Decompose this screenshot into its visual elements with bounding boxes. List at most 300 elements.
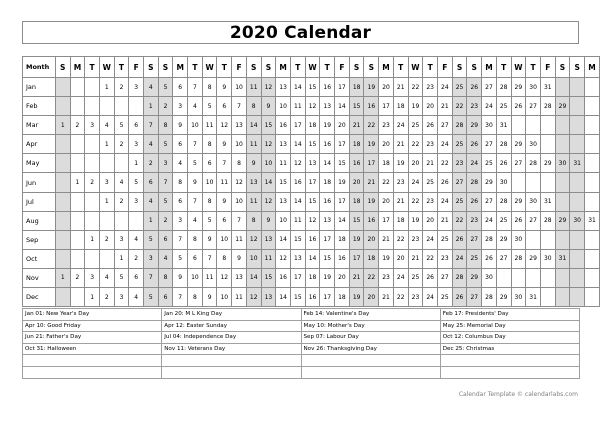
day-cell: 18 bbox=[349, 78, 364, 97]
day-cell: 12 bbox=[246, 288, 261, 307]
day-cell: 5 bbox=[202, 211, 217, 230]
day-cell: 19 bbox=[335, 173, 350, 192]
day-cell: 24 bbox=[482, 211, 497, 230]
day-cell: 28 bbox=[511, 249, 526, 268]
day-cell: 28 bbox=[540, 97, 555, 116]
day-cell: 20 bbox=[349, 173, 364, 192]
day-cell: 4 bbox=[99, 268, 114, 287]
day-cell: 25 bbox=[423, 173, 438, 192]
day-cell: 2 bbox=[114, 135, 129, 154]
day-cell: 23 bbox=[423, 78, 438, 97]
day-cell: 23 bbox=[452, 154, 467, 173]
day-cell: 25 bbox=[452, 78, 467, 97]
empty-day-cell bbox=[55, 288, 70, 307]
day-cell: 27 bbox=[496, 249, 511, 268]
weekday-header: T bbox=[217, 57, 232, 78]
day-cell: 2 bbox=[144, 154, 159, 173]
day-cell: 6 bbox=[217, 211, 232, 230]
empty-day-cell bbox=[526, 268, 541, 287]
day-cell: 17 bbox=[335, 135, 350, 154]
day-cell: 2 bbox=[158, 97, 173, 116]
day-cell: 14 bbox=[276, 288, 291, 307]
empty-day-cell bbox=[585, 192, 600, 211]
day-cell: 11 bbox=[290, 97, 305, 116]
day-cell: 8 bbox=[217, 249, 232, 268]
day-cell: 23 bbox=[438, 249, 453, 268]
day-cell: 31 bbox=[526, 288, 541, 307]
day-cell: 19 bbox=[349, 230, 364, 249]
empty-day-cell bbox=[55, 154, 70, 173]
empty-day-cell bbox=[85, 78, 100, 97]
day-cell: 18 bbox=[320, 173, 335, 192]
day-cell: 15 bbox=[261, 116, 276, 135]
weekday-header: F bbox=[129, 57, 144, 78]
weekday-header: S bbox=[144, 57, 159, 78]
month-row bbox=[23, 78, 600, 97]
day-cell: 4 bbox=[144, 135, 159, 154]
day-cell: 6 bbox=[202, 154, 217, 173]
day-cell: 7 bbox=[188, 78, 203, 97]
day-cell: 3 bbox=[85, 268, 100, 287]
day-cell: 29 bbox=[511, 135, 526, 154]
day-cell: 22 bbox=[408, 135, 423, 154]
month-label: Jul bbox=[23, 192, 56, 211]
day-cell: 27 bbox=[526, 211, 541, 230]
empty-day-cell bbox=[570, 78, 585, 97]
empty-day-cell bbox=[129, 97, 144, 116]
day-cell: 16 bbox=[305, 288, 320, 307]
day-cell: 19 bbox=[349, 288, 364, 307]
day-cell: 30 bbox=[496, 173, 511, 192]
day-cell: 18 bbox=[335, 230, 350, 249]
day-cell: 11 bbox=[202, 268, 217, 287]
empty-day-cell bbox=[99, 211, 114, 230]
weekday-header: S bbox=[555, 57, 570, 78]
day-cell: 24 bbox=[423, 230, 438, 249]
day-cell: 12 bbox=[261, 78, 276, 97]
page-title: 2020 Calendar bbox=[229, 22, 372, 43]
day-cell: 4 bbox=[114, 173, 129, 192]
day-cell: 25 bbox=[408, 116, 423, 135]
day-cell: 25 bbox=[482, 154, 497, 173]
month-label: Nov bbox=[23, 268, 56, 287]
day-cell: 2 bbox=[158, 211, 173, 230]
weekday-header: T bbox=[393, 57, 408, 78]
footer-credit: Calendar Template © calendarlabs.com bbox=[458, 391, 578, 398]
day-cell: 3 bbox=[85, 116, 100, 135]
weekday-header: S bbox=[364, 57, 379, 78]
day-cell: 9 bbox=[173, 268, 188, 287]
empty-day-cell bbox=[99, 97, 114, 116]
day-cell: 11 bbox=[217, 173, 232, 192]
month-row bbox=[23, 173, 600, 192]
day-cell: 10 bbox=[202, 173, 217, 192]
weekday-header: T bbox=[320, 57, 335, 78]
day-cell: 26 bbox=[423, 268, 438, 287]
day-cell: 11 bbox=[261, 249, 276, 268]
empty-day-cell bbox=[70, 78, 85, 97]
day-cell: 26 bbox=[467, 192, 482, 211]
day-cell: 9 bbox=[246, 154, 261, 173]
empty-day-cell bbox=[99, 249, 114, 268]
weekday-header: W bbox=[511, 57, 526, 78]
empty-day-cell bbox=[555, 173, 570, 192]
month-label: Dec bbox=[23, 288, 56, 307]
day-cell: 18 bbox=[305, 268, 320, 287]
month-row bbox=[23, 211, 600, 230]
empty-day-cell bbox=[540, 173, 555, 192]
day-cell: 4 bbox=[144, 78, 159, 97]
day-cell: 30 bbox=[526, 192, 541, 211]
day-cell: 3 bbox=[173, 97, 188, 116]
day-cell: 17 bbox=[379, 97, 394, 116]
holiday-entry: Nov 11: Veterans Day bbox=[162, 343, 301, 355]
day-cell: 11 bbox=[246, 135, 261, 154]
day-cell: 1 bbox=[99, 78, 114, 97]
day-cell: 21 bbox=[393, 135, 408, 154]
month-label: Apr bbox=[23, 135, 56, 154]
day-cell: 17 bbox=[305, 173, 320, 192]
day-cell: 19 bbox=[393, 154, 408, 173]
empty-day-cell bbox=[114, 154, 129, 173]
day-cell: 22 bbox=[452, 97, 467, 116]
weekday-header: S bbox=[261, 57, 276, 78]
day-cell: 15 bbox=[305, 192, 320, 211]
day-cell: 3 bbox=[129, 192, 144, 211]
day-cell: 17 bbox=[379, 211, 394, 230]
day-cell: 14 bbox=[246, 268, 261, 287]
day-cell: 26 bbox=[467, 78, 482, 97]
day-cell: 9 bbox=[261, 97, 276, 116]
day-cell: 21 bbox=[349, 116, 364, 135]
empty-day-cell bbox=[526, 116, 541, 135]
empty-day-cell bbox=[555, 288, 570, 307]
weekday-header: S bbox=[158, 57, 173, 78]
day-cell: 29 bbox=[540, 154, 555, 173]
holiday-row bbox=[23, 343, 580, 355]
holiday-entry bbox=[440, 355, 579, 367]
day-cell: 15 bbox=[305, 78, 320, 97]
day-cell: 12 bbox=[305, 211, 320, 230]
month-label: Feb bbox=[23, 97, 56, 116]
day-cell: 24 bbox=[438, 78, 453, 97]
day-cell: 23 bbox=[379, 268, 394, 287]
weekday-header: S bbox=[570, 57, 585, 78]
day-cell: 8 bbox=[246, 97, 261, 116]
empty-day-cell bbox=[55, 249, 70, 268]
empty-day-cell bbox=[585, 135, 600, 154]
month-row bbox=[23, 249, 600, 268]
day-cell: 29 bbox=[511, 78, 526, 97]
day-cell: 20 bbox=[393, 249, 408, 268]
day-cell: 2 bbox=[99, 230, 114, 249]
day-cell: 10 bbox=[276, 211, 291, 230]
day-cell: 19 bbox=[364, 192, 379, 211]
month-label: Oct bbox=[23, 249, 56, 268]
empty-day-cell bbox=[570, 97, 585, 116]
day-cell: 3 bbox=[144, 249, 159, 268]
day-cell: 22 bbox=[393, 288, 408, 307]
day-cell: 28 bbox=[452, 116, 467, 135]
day-cell: 5 bbox=[129, 173, 144, 192]
empty-day-cell bbox=[570, 268, 585, 287]
empty-day-cell bbox=[70, 97, 85, 116]
weekday-header: S bbox=[467, 57, 482, 78]
holiday-entry: Jan 01: New Year's Day bbox=[23, 309, 162, 321]
empty-day-cell bbox=[70, 230, 85, 249]
empty-day-cell bbox=[70, 211, 85, 230]
day-cell: 1 bbox=[144, 97, 159, 116]
day-cell: 6 bbox=[173, 135, 188, 154]
day-cell: 1 bbox=[99, 135, 114, 154]
day-cell: 23 bbox=[467, 97, 482, 116]
day-cell: 15 bbox=[320, 249, 335, 268]
day-cell: 8 bbox=[188, 288, 203, 307]
day-cell: 11 bbox=[246, 78, 261, 97]
day-cell: 3 bbox=[158, 154, 173, 173]
month-row bbox=[23, 116, 600, 135]
day-cell: 16 bbox=[364, 211, 379, 230]
day-cell: 24 bbox=[393, 268, 408, 287]
day-cell: 22 bbox=[364, 116, 379, 135]
day-cell: 21 bbox=[438, 97, 453, 116]
day-cell: 14 bbox=[335, 211, 350, 230]
day-cell: 14 bbox=[276, 230, 291, 249]
day-cell: 26 bbox=[482, 249, 497, 268]
day-cell: 22 bbox=[408, 192, 423, 211]
day-cell: 10 bbox=[232, 135, 247, 154]
day-cell: 20 bbox=[408, 154, 423, 173]
weekday-header: W bbox=[99, 57, 114, 78]
weekday-header: M bbox=[379, 57, 394, 78]
day-cell: 14 bbox=[320, 154, 335, 173]
day-cell: 4 bbox=[188, 211, 203, 230]
empty-day-cell bbox=[570, 173, 585, 192]
day-cell: 30 bbox=[511, 288, 526, 307]
month-row bbox=[23, 135, 600, 154]
calendar-title-box bbox=[22, 21, 579, 44]
holiday-entry bbox=[440, 366, 579, 378]
day-cell: 2 bbox=[129, 249, 144, 268]
day-cell: 20 bbox=[423, 211, 438, 230]
day-cell: 24 bbox=[393, 116, 408, 135]
empty-day-cell bbox=[555, 230, 570, 249]
day-cell: 9 bbox=[261, 211, 276, 230]
day-cell: 9 bbox=[217, 78, 232, 97]
day-cell: 27 bbox=[482, 135, 497, 154]
day-cell: 16 bbox=[320, 78, 335, 97]
day-cell: 31 bbox=[585, 211, 600, 230]
day-cell: 13 bbox=[276, 192, 291, 211]
day-cell: 15 bbox=[335, 154, 350, 173]
day-cell: 8 bbox=[232, 154, 247, 173]
day-cell: 24 bbox=[423, 288, 438, 307]
day-cell: 7 bbox=[188, 192, 203, 211]
day-cell: 19 bbox=[364, 78, 379, 97]
day-cell: 13 bbox=[276, 135, 291, 154]
day-cell: 20 bbox=[335, 268, 350, 287]
holiday-entry: Jul 04: Independence Day bbox=[162, 332, 301, 344]
day-cell: 28 bbox=[482, 230, 497, 249]
day-cell: 3 bbox=[114, 288, 129, 307]
day-cell: 25 bbox=[438, 288, 453, 307]
weekday-header: M bbox=[70, 57, 85, 78]
day-cell: 19 bbox=[379, 249, 394, 268]
day-cell: 11 bbox=[232, 230, 247, 249]
day-cell: 28 bbox=[467, 173, 482, 192]
day-cell: 28 bbox=[496, 135, 511, 154]
weekday-header: T bbox=[423, 57, 438, 78]
day-cell: 17 bbox=[290, 268, 305, 287]
day-cell: 10 bbox=[188, 116, 203, 135]
day-cell: 17 bbox=[364, 154, 379, 173]
day-cell: 28 bbox=[482, 288, 497, 307]
month-label: Mar bbox=[23, 116, 56, 135]
weekday-header: F bbox=[335, 57, 350, 78]
holiday-entry: May 25: Memorial Day bbox=[440, 320, 579, 332]
weekday-header: M bbox=[482, 57, 497, 78]
day-cell: 1 bbox=[129, 154, 144, 173]
day-cell: 21 bbox=[423, 154, 438, 173]
empty-day-cell bbox=[570, 192, 585, 211]
day-cell: 18 bbox=[364, 249, 379, 268]
empty-day-cell bbox=[55, 173, 70, 192]
day-cell: 29 bbox=[555, 97, 570, 116]
holiday-entry bbox=[23, 366, 162, 378]
day-cell: 1 bbox=[144, 211, 159, 230]
day-cell: 7 bbox=[202, 249, 217, 268]
month-label: Jun bbox=[23, 173, 56, 192]
day-cell: 25 bbox=[496, 97, 511, 116]
day-cell: 16 bbox=[349, 154, 364, 173]
day-cell: 19 bbox=[364, 135, 379, 154]
day-cell: 3 bbox=[173, 211, 188, 230]
day-cell: 26 bbox=[511, 97, 526, 116]
empty-day-cell bbox=[70, 192, 85, 211]
day-cell: 27 bbox=[467, 230, 482, 249]
day-cell: 9 bbox=[173, 116, 188, 135]
empty-day-cell bbox=[85, 192, 100, 211]
day-cell: 12 bbox=[276, 249, 291, 268]
day-cell: 20 bbox=[364, 230, 379, 249]
day-cell: 6 bbox=[158, 288, 173, 307]
day-cell: 7 bbox=[144, 116, 159, 135]
empty-day-cell bbox=[585, 97, 600, 116]
empty-day-cell bbox=[85, 249, 100, 268]
day-cell: 16 bbox=[276, 116, 291, 135]
day-cell: 13 bbox=[261, 230, 276, 249]
day-cell: 19 bbox=[320, 116, 335, 135]
day-cell: 4 bbox=[188, 97, 203, 116]
day-cell: 8 bbox=[202, 192, 217, 211]
day-cell: 31 bbox=[540, 192, 555, 211]
day-cell: 13 bbox=[290, 249, 305, 268]
empty-day-cell bbox=[585, 230, 600, 249]
day-cell: 30 bbox=[482, 116, 497, 135]
empty-day-cell bbox=[540, 230, 555, 249]
day-cell: 12 bbox=[246, 230, 261, 249]
day-cell: 14 bbox=[290, 78, 305, 97]
day-cell: 14 bbox=[335, 97, 350, 116]
day-cell: 27 bbox=[452, 173, 467, 192]
day-cell: 3 bbox=[99, 173, 114, 192]
day-cell: 22 bbox=[393, 230, 408, 249]
day-cell: 19 bbox=[408, 97, 423, 116]
day-cell: 30 bbox=[526, 135, 541, 154]
day-cell: 27 bbox=[482, 192, 497, 211]
empty-day-cell bbox=[70, 154, 85, 173]
weekday-header: M bbox=[276, 57, 291, 78]
day-cell: 14 bbox=[246, 116, 261, 135]
month-row bbox=[23, 154, 600, 173]
empty-day-cell bbox=[585, 268, 600, 287]
holiday-entry: Apr 10: Good Friday bbox=[23, 320, 162, 332]
day-cell: 16 bbox=[335, 249, 350, 268]
holiday-entry: Sep 07: Labour Day bbox=[301, 332, 440, 344]
day-cell: 7 bbox=[144, 268, 159, 287]
day-cell: 21 bbox=[379, 230, 394, 249]
empty-day-cell bbox=[570, 230, 585, 249]
year-calendar-grid bbox=[22, 56, 600, 307]
day-cell: 24 bbox=[452, 249, 467, 268]
month-row bbox=[23, 192, 600, 211]
day-cell: 2 bbox=[114, 192, 129, 211]
day-cell: 22 bbox=[379, 173, 394, 192]
day-cell: 6 bbox=[129, 268, 144, 287]
day-cell: 6 bbox=[129, 116, 144, 135]
day-cell: 27 bbox=[438, 268, 453, 287]
day-cell: 8 bbox=[246, 211, 261, 230]
day-cell: 11 bbox=[290, 211, 305, 230]
day-cell: 7 bbox=[188, 135, 203, 154]
day-cell: 28 bbox=[452, 268, 467, 287]
empty-day-cell bbox=[55, 78, 70, 97]
day-cell: 29 bbox=[467, 268, 482, 287]
day-cell: 15 bbox=[276, 173, 291, 192]
empty-day-cell bbox=[85, 135, 100, 154]
day-cell: 6 bbox=[217, 97, 232, 116]
day-cell: 7 bbox=[232, 97, 247, 116]
day-cell: 20 bbox=[379, 78, 394, 97]
day-cell: 31 bbox=[570, 154, 585, 173]
day-cell: 16 bbox=[290, 173, 305, 192]
weekday-header: S bbox=[452, 57, 467, 78]
empty-day-cell bbox=[511, 173, 526, 192]
day-cell: 18 bbox=[379, 154, 394, 173]
day-cell: 14 bbox=[290, 192, 305, 211]
holiday-entry: Oct 12: Columbus Day bbox=[440, 332, 579, 344]
weekday-header: M bbox=[585, 57, 600, 78]
day-cell: 4 bbox=[144, 192, 159, 211]
holiday-row bbox=[23, 355, 580, 367]
day-cell: 13 bbox=[305, 154, 320, 173]
empty-day-cell bbox=[540, 116, 555, 135]
day-cell: 23 bbox=[408, 288, 423, 307]
holiday-row bbox=[23, 366, 580, 378]
day-cell: 24 bbox=[408, 173, 423, 192]
empty-day-cell bbox=[570, 116, 585, 135]
day-cell: 4 bbox=[158, 249, 173, 268]
empty-day-cell bbox=[129, 211, 144, 230]
day-cell: 12 bbox=[232, 173, 247, 192]
empty-day-cell bbox=[526, 173, 541, 192]
holiday-row bbox=[23, 309, 580, 321]
empty-day-cell bbox=[570, 249, 585, 268]
day-cell: 25 bbox=[452, 135, 467, 154]
day-cell: 16 bbox=[320, 135, 335, 154]
day-cell: 26 bbox=[452, 230, 467, 249]
empty-day-cell bbox=[55, 192, 70, 211]
